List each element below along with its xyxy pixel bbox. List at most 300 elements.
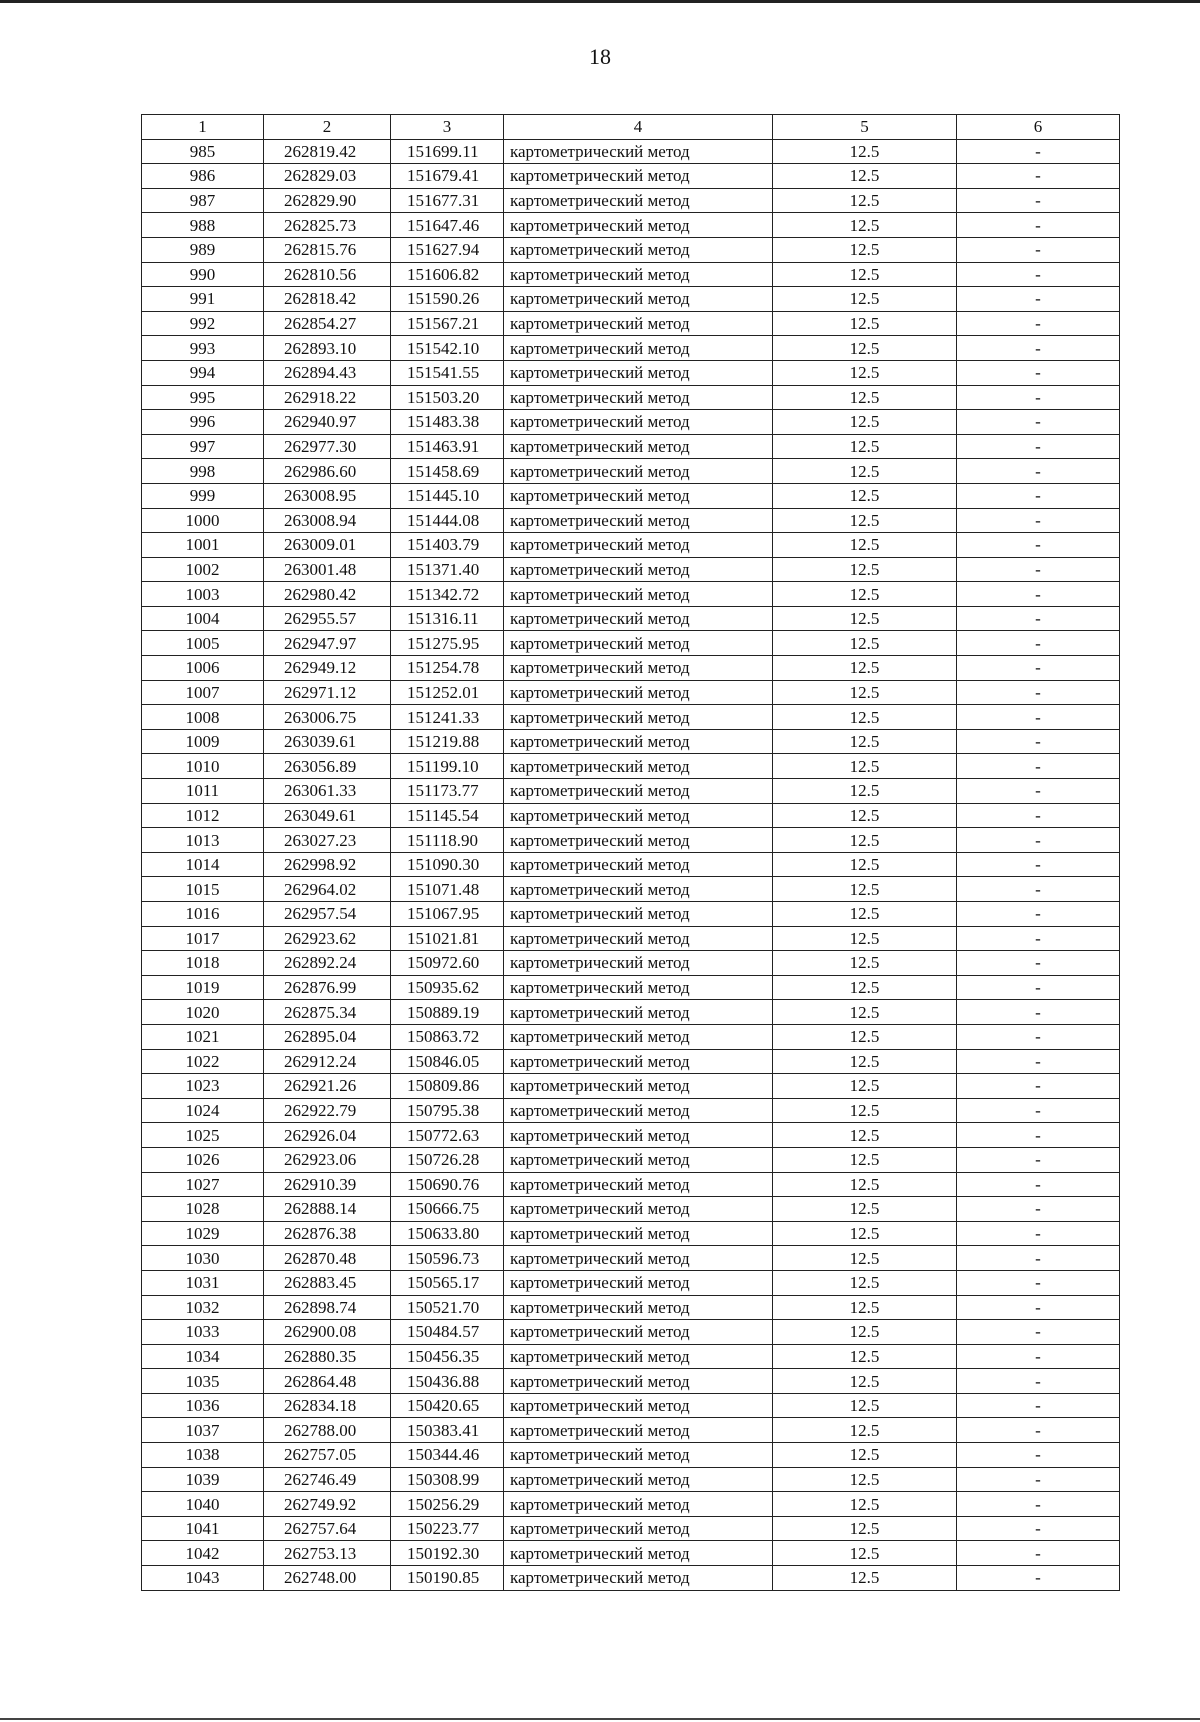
x-coordinate-cell: 262829.90	[264, 188, 391, 213]
y-coordinate-cell: 150484.57	[391, 1320, 504, 1345]
accuracy-cell: 12.5	[773, 164, 957, 189]
method-cell: картометрический метод	[504, 1024, 773, 1049]
note-cell: -	[957, 1098, 1120, 1123]
point-number-cell: 1040	[142, 1492, 264, 1517]
note-cell: -	[957, 779, 1120, 804]
accuracy-cell: 12.5	[773, 902, 957, 927]
y-coordinate-cell: 150256.29	[391, 1492, 504, 1517]
x-coordinate-cell: 262940.97	[264, 410, 391, 435]
accuracy-cell: 12.5	[773, 1516, 957, 1541]
table-row	[142, 287, 1120, 312]
point-number-cell: 1034	[142, 1344, 264, 1369]
point-number-cell: 1033	[142, 1320, 264, 1345]
table-row	[142, 508, 1120, 533]
note-cell: -	[957, 877, 1120, 902]
method-cell: картометрический метод	[504, 1246, 773, 1271]
note-cell: -	[957, 1123, 1120, 1148]
table-row	[142, 1098, 1120, 1123]
point-number-cell: 1035	[142, 1369, 264, 1394]
accuracy-cell: 12.5	[773, 287, 957, 312]
point-number-cell: 988	[142, 213, 264, 238]
point-number-cell: 1030	[142, 1246, 264, 1271]
table-row	[142, 1344, 1120, 1369]
table-body	[142, 139, 1120, 1590]
accuracy-cell: 12.5	[773, 729, 957, 754]
point-number-cell: 1022	[142, 1049, 264, 1074]
x-coordinate-cell: 262949.12	[264, 656, 391, 681]
table-row	[142, 1221, 1120, 1246]
accuracy-cell: 12.5	[773, 1221, 957, 1246]
point-number-cell: 1003	[142, 582, 264, 607]
x-coordinate-cell: 262870.48	[264, 1246, 391, 1271]
method-cell: картометрический метод	[504, 1320, 773, 1345]
note-cell: -	[957, 1049, 1120, 1074]
method-cell: картометрический метод	[504, 237, 773, 262]
method-cell: картометрический метод	[504, 311, 773, 336]
x-coordinate-cell: 262748.00	[264, 1566, 391, 1591]
accuracy-cell: 12.5	[773, 926, 957, 951]
note-cell: -	[957, 729, 1120, 754]
point-number-cell: 1012	[142, 803, 264, 828]
table-row	[142, 533, 1120, 558]
y-coordinate-cell: 151371.40	[391, 557, 504, 582]
y-coordinate-cell: 150809.86	[391, 1074, 504, 1099]
accuracy-cell: 12.5	[773, 557, 957, 582]
point-number-cell: 1021	[142, 1024, 264, 1049]
table-row	[142, 1566, 1120, 1591]
x-coordinate-cell: 263056.89	[264, 754, 391, 779]
accuracy-cell: 12.5	[773, 1123, 957, 1148]
method-cell: картометрический метод	[504, 1123, 773, 1148]
point-number-cell: 1023	[142, 1074, 264, 1099]
x-coordinate-cell: 262854.27	[264, 311, 391, 336]
accuracy-cell: 12.5	[773, 385, 957, 410]
point-number-cell: 1015	[142, 877, 264, 902]
note-cell: -	[957, 1541, 1120, 1566]
x-coordinate-cell: 262834.18	[264, 1393, 391, 1418]
point-number-cell: 1006	[142, 656, 264, 681]
accuracy-cell: 12.5	[773, 1443, 957, 1468]
y-coordinate-cell: 150772.63	[391, 1123, 504, 1148]
method-cell: картометрический метод	[504, 1541, 773, 1566]
x-coordinate-cell: 262980.42	[264, 582, 391, 607]
note-cell: -	[957, 1172, 1120, 1197]
note-cell: -	[957, 213, 1120, 238]
table-row	[142, 779, 1120, 804]
note-cell: -	[957, 1320, 1120, 1345]
x-coordinate-cell: 262947.97	[264, 631, 391, 656]
table-row	[142, 188, 1120, 213]
y-coordinate-cell: 150383.41	[391, 1418, 504, 1443]
x-coordinate-cell: 262883.45	[264, 1270, 391, 1295]
y-coordinate-cell: 151677.31	[391, 188, 504, 213]
column-header: 2	[264, 115, 391, 140]
x-coordinate-cell: 263009.01	[264, 533, 391, 558]
table-row	[142, 557, 1120, 582]
table-row	[142, 1049, 1120, 1074]
method-cell: картометрический метод	[504, 1049, 773, 1074]
table-row	[142, 1541, 1120, 1566]
y-coordinate-cell: 151275.95	[391, 631, 504, 656]
x-coordinate-cell: 262926.04	[264, 1123, 391, 1148]
coordinates-table	[141, 114, 1120, 1591]
point-number-cell: 1019	[142, 975, 264, 1000]
method-cell: картометрический метод	[504, 1393, 773, 1418]
note-cell: -	[957, 164, 1120, 189]
accuracy-cell: 12.5	[773, 1369, 957, 1394]
x-coordinate-cell: 262876.38	[264, 1221, 391, 1246]
y-coordinate-cell: 150795.38	[391, 1098, 504, 1123]
x-coordinate-cell: 262753.13	[264, 1541, 391, 1566]
table-row	[142, 1000, 1120, 1025]
accuracy-cell: 12.5	[773, 139, 957, 164]
accuracy-cell: 12.5	[773, 508, 957, 533]
column-header: 6	[957, 115, 1120, 140]
accuracy-cell: 12.5	[773, 262, 957, 287]
column-header: 4	[504, 115, 773, 140]
method-cell: картометрический метод	[504, 1172, 773, 1197]
method-cell: картометрический метод	[504, 1467, 773, 1492]
x-coordinate-cell: 262888.14	[264, 1197, 391, 1222]
y-coordinate-cell: 151679.41	[391, 164, 504, 189]
y-coordinate-cell: 151606.82	[391, 262, 504, 287]
note-cell: -	[957, 656, 1120, 681]
table-row	[142, 139, 1120, 164]
method-cell: картометрический метод	[504, 262, 773, 287]
x-coordinate-cell: 262819.42	[264, 139, 391, 164]
accuracy-cell: 12.5	[773, 1049, 957, 1074]
y-coordinate-cell: 150690.76	[391, 1172, 504, 1197]
y-coordinate-cell: 150889.19	[391, 1000, 504, 1025]
accuracy-cell: 12.5	[773, 311, 957, 336]
table-row	[142, 877, 1120, 902]
method-cell: картометрический метод	[504, 1147, 773, 1172]
method-cell: картометрический метод	[504, 1344, 773, 1369]
x-coordinate-cell: 263049.61	[264, 803, 391, 828]
accuracy-cell: 12.5	[773, 1147, 957, 1172]
method-cell: картометрический метод	[504, 139, 773, 164]
accuracy-cell: 12.5	[773, 606, 957, 631]
y-coordinate-cell: 150726.28	[391, 1147, 504, 1172]
y-coordinate-cell: 151316.11	[391, 606, 504, 631]
note-cell: -	[957, 1000, 1120, 1025]
table-row	[142, 828, 1120, 853]
point-number-cell: 987	[142, 188, 264, 213]
y-coordinate-cell: 151483.38	[391, 410, 504, 435]
x-coordinate-cell: 262923.06	[264, 1147, 391, 1172]
x-coordinate-cell: 262912.24	[264, 1049, 391, 1074]
accuracy-cell: 12.5	[773, 1246, 957, 1271]
x-coordinate-cell: 262876.99	[264, 975, 391, 1000]
x-coordinate-cell: 262910.39	[264, 1172, 391, 1197]
y-coordinate-cell: 150436.88	[391, 1369, 504, 1394]
x-coordinate-cell: 262892.24	[264, 951, 391, 976]
table-row	[142, 459, 1120, 484]
note-cell: -	[957, 410, 1120, 435]
y-coordinate-cell: 150308.99	[391, 1467, 504, 1492]
x-coordinate-cell: 262900.08	[264, 1320, 391, 1345]
table-row	[142, 410, 1120, 435]
y-coordinate-cell: 151021.81	[391, 926, 504, 951]
point-number-cell: 1043	[142, 1566, 264, 1591]
method-cell: картометрический метод	[504, 1221, 773, 1246]
x-coordinate-cell: 262957.54	[264, 902, 391, 927]
x-coordinate-cell: 262829.03	[264, 164, 391, 189]
point-number-cell: 1039	[142, 1467, 264, 1492]
x-coordinate-cell: 263039.61	[264, 729, 391, 754]
accuracy-cell: 12.5	[773, 852, 957, 877]
method-cell: картометрический метод	[504, 508, 773, 533]
method-cell: картометрический метод	[504, 360, 773, 385]
page-number: 18	[589, 44, 611, 69]
x-coordinate-cell: 262898.74	[264, 1295, 391, 1320]
accuracy-cell: 12.5	[773, 705, 957, 730]
column-header: 5	[773, 115, 957, 140]
note-cell: -	[957, 434, 1120, 459]
point-number-cell: 999	[142, 483, 264, 508]
point-number-cell: 1007	[142, 680, 264, 705]
method-cell: картометрический метод	[504, 1098, 773, 1123]
table-row	[142, 1516, 1120, 1541]
method-cell: картометрический метод	[504, 656, 773, 681]
method-cell: картометрический метод	[504, 779, 773, 804]
table-row	[142, 1197, 1120, 1222]
method-cell: картометрический метод	[504, 877, 773, 902]
point-number-cell: 1028	[142, 1197, 264, 1222]
table-row	[142, 360, 1120, 385]
table-row	[142, 1246, 1120, 1271]
note-cell: -	[957, 360, 1120, 385]
x-coordinate-cell: 262964.02	[264, 877, 391, 902]
note-cell: -	[957, 1492, 1120, 1517]
point-number-cell: 997	[142, 434, 264, 459]
y-coordinate-cell: 151541.55	[391, 360, 504, 385]
y-coordinate-cell: 151444.08	[391, 508, 504, 533]
method-cell: картометрический метод	[504, 385, 773, 410]
table-row	[142, 1074, 1120, 1099]
point-number-cell: 1014	[142, 852, 264, 877]
table-row	[142, 606, 1120, 631]
table-row	[142, 975, 1120, 1000]
note-cell: -	[957, 508, 1120, 533]
x-coordinate-cell: 263008.95	[264, 483, 391, 508]
method-cell: картометрический метод	[504, 287, 773, 312]
point-number-cell: 1018	[142, 951, 264, 976]
x-coordinate-cell: 262864.48	[264, 1369, 391, 1394]
y-coordinate-cell: 151567.21	[391, 311, 504, 336]
accuracy-cell: 12.5	[773, 1320, 957, 1345]
x-coordinate-cell: 262815.76	[264, 237, 391, 262]
note-cell: -	[957, 680, 1120, 705]
method-cell: картометрический метод	[504, 975, 773, 1000]
x-coordinate-cell: 262895.04	[264, 1024, 391, 1049]
x-coordinate-cell: 263006.75	[264, 705, 391, 730]
note-cell: -	[957, 1393, 1120, 1418]
x-coordinate-cell: 262894.43	[264, 360, 391, 385]
y-coordinate-cell: 150344.46	[391, 1443, 504, 1468]
x-coordinate-cell: 262810.56	[264, 262, 391, 287]
note-cell: -	[957, 483, 1120, 508]
table-row	[142, 803, 1120, 828]
method-cell: картометрический метод	[504, 336, 773, 361]
x-coordinate-cell: 262955.57	[264, 606, 391, 631]
y-coordinate-cell: 151503.20	[391, 385, 504, 410]
note-cell: -	[957, 262, 1120, 287]
method-cell: картометрический метод	[504, 754, 773, 779]
note-cell: -	[957, 828, 1120, 853]
x-coordinate-cell: 262971.12	[264, 680, 391, 705]
note-cell: -	[957, 1344, 1120, 1369]
point-number-cell: 1002	[142, 557, 264, 582]
method-cell: картометрический метод	[504, 680, 773, 705]
method-cell: картометрический метод	[504, 705, 773, 730]
y-coordinate-cell: 151219.88	[391, 729, 504, 754]
point-number-cell: 1038	[142, 1443, 264, 1468]
method-cell: картометрический метод	[504, 1492, 773, 1517]
y-coordinate-cell: 151403.79	[391, 533, 504, 558]
point-number-cell: 1037	[142, 1418, 264, 1443]
x-coordinate-cell: 262922.79	[264, 1098, 391, 1123]
method-cell: картометрический метод	[504, 483, 773, 508]
y-coordinate-cell: 151458.69	[391, 459, 504, 484]
accuracy-cell: 12.5	[773, 1344, 957, 1369]
y-coordinate-cell: 151118.90	[391, 828, 504, 853]
x-coordinate-cell: 262757.64	[264, 1516, 391, 1541]
point-number-cell: 1009	[142, 729, 264, 754]
accuracy-cell: 12.5	[773, 1197, 957, 1222]
table-row	[142, 336, 1120, 361]
note-cell: -	[957, 385, 1120, 410]
point-number-cell: 1005	[142, 631, 264, 656]
y-coordinate-cell: 150935.62	[391, 975, 504, 1000]
x-coordinate-cell: 262880.35	[264, 1344, 391, 1369]
accuracy-cell: 12.5	[773, 779, 957, 804]
y-coordinate-cell: 150972.60	[391, 951, 504, 976]
table-row	[142, 926, 1120, 951]
method-cell: картометрический метод	[504, 828, 773, 853]
y-coordinate-cell: 151090.30	[391, 852, 504, 877]
point-number-cell: 998	[142, 459, 264, 484]
note-cell: -	[957, 1024, 1120, 1049]
note-cell: -	[957, 1443, 1120, 1468]
y-coordinate-cell: 151067.95	[391, 902, 504, 927]
method-cell: картометрический метод	[504, 631, 773, 656]
x-coordinate-cell: 262875.34	[264, 1000, 391, 1025]
method-cell: картометрический метод	[504, 1295, 773, 1320]
note-cell: -	[957, 459, 1120, 484]
x-coordinate-cell: 263001.48	[264, 557, 391, 582]
table-row	[142, 705, 1120, 730]
y-coordinate-cell: 150456.35	[391, 1344, 504, 1369]
method-cell: картометрический метод	[504, 533, 773, 558]
x-coordinate-cell: 262757.05	[264, 1443, 391, 1468]
x-coordinate-cell: 262746.49	[264, 1467, 391, 1492]
table-row	[142, 1467, 1120, 1492]
note-cell: -	[957, 1221, 1120, 1246]
accuracy-cell: 12.5	[773, 188, 957, 213]
table-row	[142, 1418, 1120, 1443]
point-number-cell: 1036	[142, 1393, 264, 1418]
note-cell: -	[957, 1147, 1120, 1172]
accuracy-cell: 12.5	[773, 680, 957, 705]
point-number-cell: 1017	[142, 926, 264, 951]
point-number-cell: 1026	[142, 1147, 264, 1172]
table-row	[142, 483, 1120, 508]
x-coordinate-cell: 262921.26	[264, 1074, 391, 1099]
x-coordinate-cell: 262788.00	[264, 1418, 391, 1443]
accuracy-cell: 12.5	[773, 459, 957, 484]
note-cell: -	[957, 1369, 1120, 1394]
note-cell: -	[957, 557, 1120, 582]
accuracy-cell: 12.5	[773, 1393, 957, 1418]
accuracy-cell: 12.5	[773, 1000, 957, 1025]
method-cell: картометрический метод	[504, 852, 773, 877]
x-coordinate-cell: 262818.42	[264, 287, 391, 312]
table-row	[142, 729, 1120, 754]
point-number-cell: 1010	[142, 754, 264, 779]
note-cell: -	[957, 1295, 1120, 1320]
method-cell: картометрический метод	[504, 164, 773, 189]
y-coordinate-cell: 151627.94	[391, 237, 504, 262]
accuracy-cell: 12.5	[773, 754, 957, 779]
point-number-cell: 1032	[142, 1295, 264, 1320]
y-coordinate-cell: 151463.91	[391, 434, 504, 459]
y-coordinate-cell: 151173.77	[391, 779, 504, 804]
point-number-cell: 1025	[142, 1123, 264, 1148]
note-cell: -	[957, 631, 1120, 656]
accuracy-cell: 12.5	[773, 803, 957, 828]
table-row	[142, 434, 1120, 459]
point-number-cell: 985	[142, 139, 264, 164]
column-header: 3	[391, 115, 504, 140]
table-row	[142, 1270, 1120, 1295]
point-number-cell: 1008	[142, 705, 264, 730]
accuracy-cell: 12.5	[773, 1074, 957, 1099]
method-cell: картометрический метод	[504, 557, 773, 582]
point-number-cell: 996	[142, 410, 264, 435]
accuracy-cell: 12.5	[773, 582, 957, 607]
accuracy-cell: 12.5	[773, 975, 957, 1000]
x-coordinate-cell: 262749.92	[264, 1492, 391, 1517]
accuracy-cell: 12.5	[773, 1566, 957, 1591]
x-coordinate-cell: 262893.10	[264, 336, 391, 361]
accuracy-cell: 12.5	[773, 1541, 957, 1566]
note-cell: -	[957, 1270, 1120, 1295]
table-row	[142, 656, 1120, 681]
point-number-cell: 1027	[142, 1172, 264, 1197]
accuracy-cell: 12.5	[773, 360, 957, 385]
note-cell: -	[957, 1418, 1120, 1443]
note-cell: -	[957, 287, 1120, 312]
x-coordinate-cell: 262923.62	[264, 926, 391, 951]
x-coordinate-cell: 263061.33	[264, 779, 391, 804]
point-number-cell: 1020	[142, 1000, 264, 1025]
note-cell: -	[957, 926, 1120, 951]
accuracy-cell: 12.5	[773, 1295, 957, 1320]
table-row	[142, 164, 1120, 189]
accuracy-cell: 12.5	[773, 1098, 957, 1123]
method-cell: картометрический метод	[504, 459, 773, 484]
method-cell: картометрический метод	[504, 434, 773, 459]
method-cell: картометрический метод	[504, 926, 773, 951]
table-row	[142, 385, 1120, 410]
y-coordinate-cell: 150596.73	[391, 1246, 504, 1271]
note-cell: -	[957, 188, 1120, 213]
y-coordinate-cell: 151241.33	[391, 705, 504, 730]
y-coordinate-cell: 151445.10	[391, 483, 504, 508]
table-row	[142, 1295, 1120, 1320]
bottom-border-line	[0, 1718, 1200, 1720]
